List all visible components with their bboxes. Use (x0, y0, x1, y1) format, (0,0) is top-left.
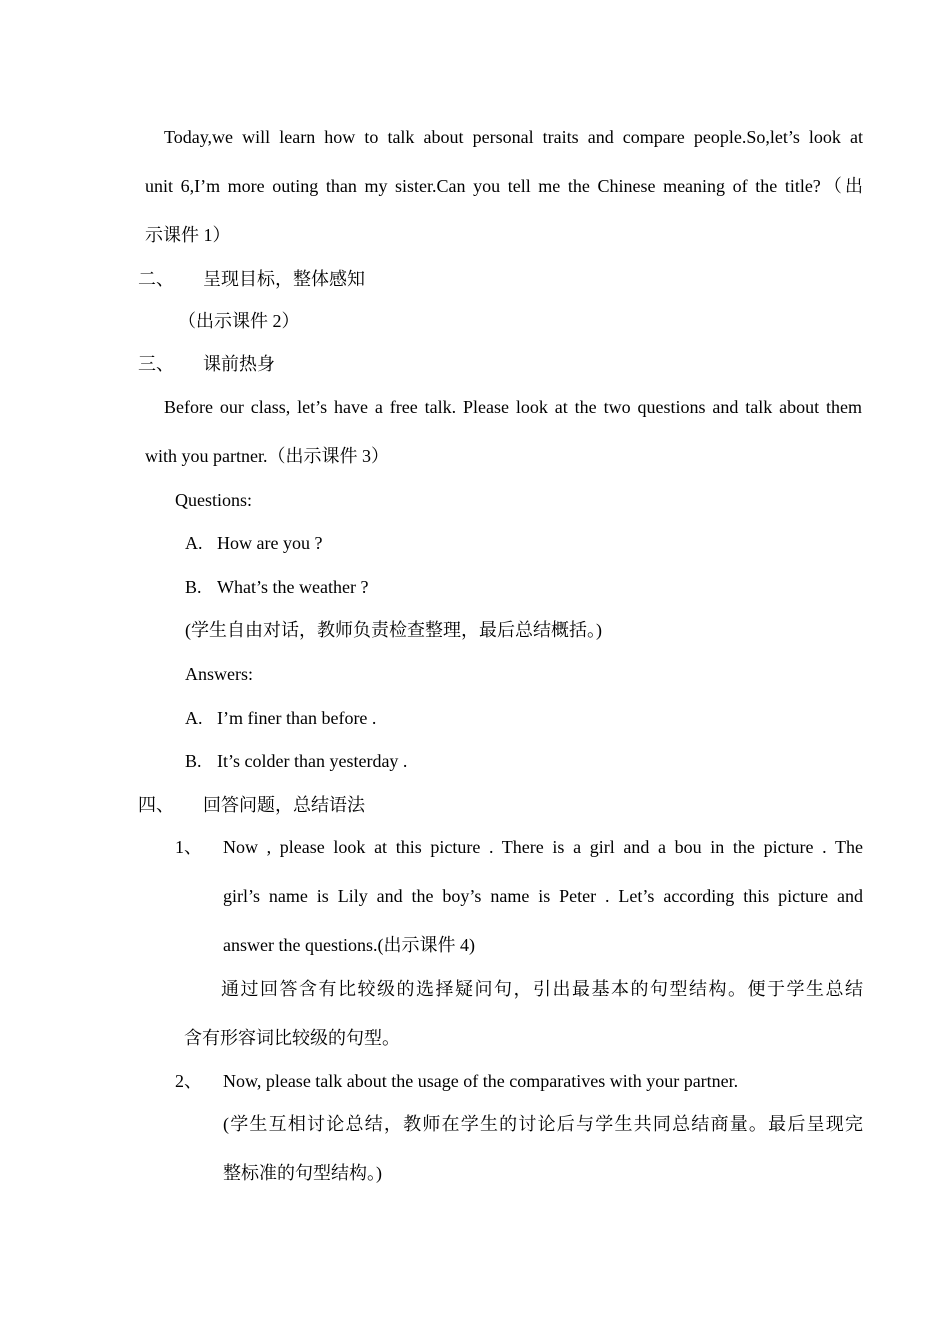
item1-number: 1、 (175, 837, 202, 857)
section3-para-line-2: with you partner.（出示课件 3） (145, 446, 389, 466)
answers-label: Answers: (185, 664, 253, 684)
item1-line-2: girl’s name is Lily and the boy’s name is Peter . Let’s according this picture and (223, 886, 863, 906)
section3-number: 三、 (138, 354, 174, 374)
item1-note-line-1: 通过回答含有比较级的选择疑问句，引出最基本的句型结构。便于学生总结 (221, 979, 863, 999)
item2-note-line-2: 整标准的句型结构。) (223, 1163, 382, 1183)
section4-title: 回答问题，总结语法 (203, 795, 365, 815)
question-b-marker: B. (185, 577, 202, 597)
item1-line-3: answer the questions.(出示课件 4) (223, 935, 475, 955)
section3-note: (学生自由对话，教师负责检查整理，最后总结概括。) (185, 620, 602, 640)
section3-para-line-1: Before our class, let’s have a free talk. Please look at the two questions and talk about them (164, 397, 862, 417)
questions-label: Questions: (175, 490, 253, 510)
item2-number: 2、 (175, 1071, 202, 1091)
section2-number: 二、 (138, 269, 174, 289)
question-a-text: How are you ? (217, 533, 323, 553)
intro-line-3: 示课件 1） (145, 225, 231, 245)
answer-a-text: I’m finer than before . (217, 708, 377, 728)
section4-number: 四、 (138, 795, 174, 815)
answer-b-text: It’s colder than yesterday . (217, 751, 408, 771)
item1-line-1: Now , please look at this picture . There is a girl and a bou in the picture . The (223, 837, 863, 857)
intro-line-1: Today,we will learn how to talk about personal traits and compare people.So,let’s look at (164, 127, 863, 147)
item1-note-line-2: 含有形容词比较级的句型。 (184, 1028, 400, 1048)
section2-note: （出示课件 2） (178, 311, 300, 331)
question-a-marker: A. (185, 533, 203, 553)
section2-title: 呈现目标，整体感知 (203, 269, 365, 289)
question-b-text: What’s the weather ? (217, 577, 369, 597)
item2-line-1: Now, please talk about the usage of the comparatives with your partner. (223, 1071, 739, 1091)
answer-a-marker: A. (185, 708, 203, 728)
section3-title: 课前热身 (203, 354, 275, 374)
answer-b-marker: B. (185, 751, 202, 771)
intro-line-2: unit 6,I’m more outing than my sister.Can you tell me the Chinese meaning of the title?（出 (145, 176, 863, 196)
item2-note-line-1: (学生互相讨论总结，教师在学生的讨论后与学生共同总结商量。最后呈现完 (223, 1114, 863, 1134)
